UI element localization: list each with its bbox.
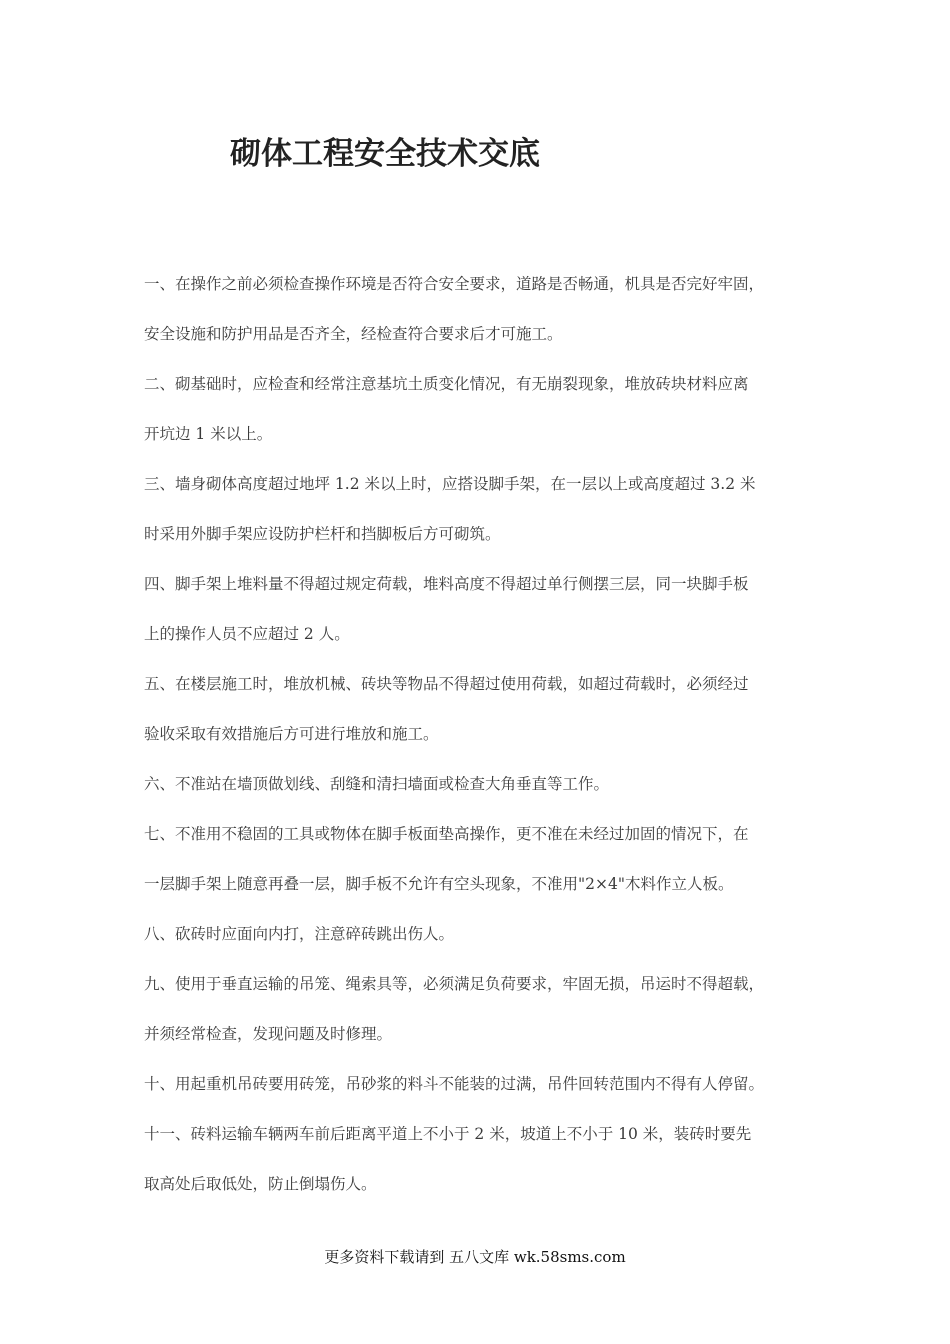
- document-title: 砌体工程安全技术交底: [230, 136, 540, 172]
- body-line: 十一、砖料运输车辆两车前后距离平道上不小于 2 米，坡道上不小于 10 米，装砖时要先: [144, 1125, 752, 1143]
- body-line: 六、不准站在墙顶做划线、刮缝和清扫墙面或检查大角垂直等工作。: [144, 775, 610, 793]
- body-line: 七、不准用不稳固的工具或物体在脚手板面垫高操作，更不准在未经过加固的情况下，在: [144, 825, 749, 843]
- body-line: 并须经常检查，发现问题及时修理。: [144, 1025, 393, 1043]
- body-line: 时采用外脚手架应设防护栏杆和挡脚板后方可砌筑。: [144, 525, 501, 543]
- document-body: [144, 270, 816, 1220]
- body-line: 取高处后取低处，防止倒塌伤人。: [144, 1175, 377, 1193]
- body-line: 十、用起重机吊砖要用砖笼，吊砂浆的料斗不能装的过满，吊件回转范围内不得有人停留。: [144, 1075, 765, 1093]
- body-line: 二、砌基础时，应检查和经常注意基坑土质变化情况，有无崩裂现象，堆放砖块材料应离: [144, 375, 749, 393]
- body-line: 九、使用于垂直运输的吊笼、绳索具等，必须满足负荷要求，牢固无损，吊运时不得超载，: [144, 975, 765, 993]
- body-line: 三、墙身砌体高度超过地坪 1.2 米以上时，应搭设脚手架，在一层以上或高度超过 3.2 米: [144, 475, 756, 493]
- body-line: 上的操作人员不应超过 2 人。: [144, 625, 350, 643]
- body-line: 一层脚手架上随意再叠一层，脚手板不允许有空头现象，不准用"2×4"木料作立人板。: [144, 875, 734, 893]
- body-line: 八、砍砖时应面向内打，注意碎砖跳出伤人。: [144, 925, 455, 943]
- footer-download-note: 更多资料下载请到 五八文库 wk.58sms.com: [324, 1248, 626, 1266]
- body-line: 四、脚手架上堆料量不得超过规定荷载，堆料高度不得超过单行侧摆三层，同一块脚手板: [144, 575, 749, 593]
- body-line: 验收采取有效措施后方可进行堆放和施工。: [144, 725, 439, 743]
- body-line: 五、在楼层施工时，堆放机械、砖块等物品不得超过使用荷载，如超过荷载时，必须经过: [144, 675, 749, 693]
- body-line: 安全设施和防护用品是否齐全，经检查符合要求后才可施工。: [144, 325, 563, 343]
- body-line: 开坑边 1 米以上。: [144, 425, 273, 443]
- body-line: 一、在操作之前必须检查操作环境是否符合安全要求，道路是否畅通，机具是否完好牢固，: [144, 275, 765, 293]
